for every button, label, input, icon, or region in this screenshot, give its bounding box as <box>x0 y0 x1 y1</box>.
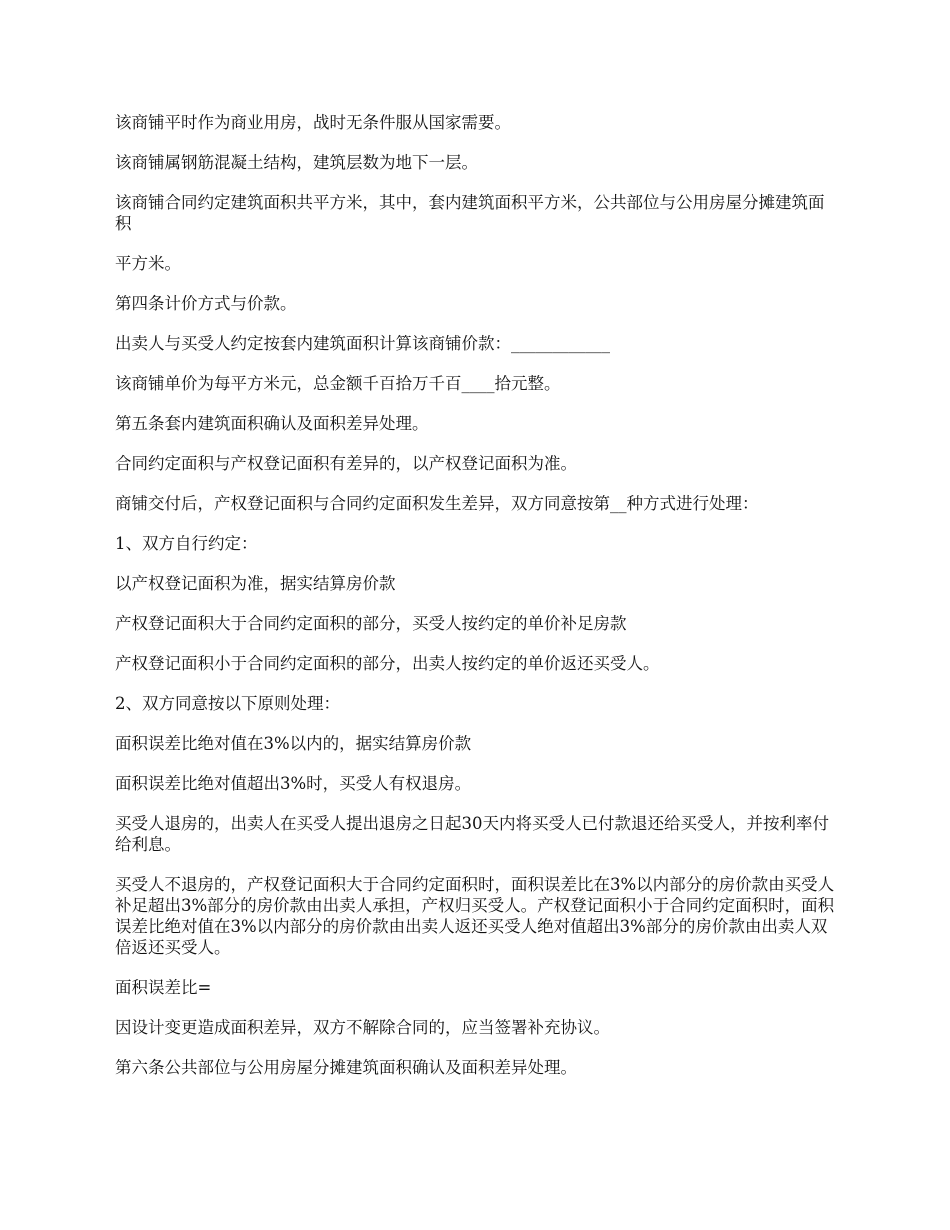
list-item-option-2: 2、双方同意按以下原则处理： <box>115 694 340 713</box>
paragraph-no-refund: 买受人不退房的，产权登记面积大于合同约定面积时，面积误差比在3%以内部分的房价款由买受人补足超出3%部分的房价款由出卖人承担，产权归买受人。产权登记面积小于合同约定面积时，面积误差比绝对值在3%以内部分的房价款由出卖人返还买受人绝对值超出3%部分的房价款由出卖人双倍返还买受人。 <box>115 875 835 957</box>
paragraph-error-ratio: 面积误差比= <box>115 978 212 997</box>
heading-article-6: 第六条公共部位与公用房屋分摊建筑面积确认及面积差异处理。 <box>115 1058 577 1077</box>
list-item-option-1: 1、双方自行约定： <box>115 534 258 553</box>
paragraph-area-unit: 平方米。 <box>115 254 181 273</box>
paragraph-within-3-percent: 面积误差比绝对值在3%以内的，据实结算房价款 <box>115 734 472 753</box>
paragraph-commercial-use: 该商铺平时作为商业用房，战时无条件服从国家需要。 <box>115 113 511 132</box>
paragraph-over-3-percent: 面积误差比绝对值超出3%时，买受人有权退房。 <box>115 774 472 793</box>
paragraph-design-change: 因设计变更造成面积差异，双方不解除合同的，应当签署补充协议。 <box>115 1018 610 1037</box>
paragraph-area-difference-rule: 合同约定面积与产权登记面积有差异的，以产权登记面积为准。 <box>115 454 577 473</box>
paragraph-price-basis: 出卖人与买受人约定按套内建筑面积计算该商铺价款：____________ <box>115 334 610 353</box>
document-body <box>115 112 840 1097</box>
heading-article-5: 第五条套内建筑面积确认及面积差异处理。 <box>115 414 429 433</box>
paragraph-difference-handling: 商铺交付后，产权登记面积与合同约定面积发生差异，双方同意按第__种方式进行处理： <box>115 494 759 513</box>
paragraph-unit-price: 该商铺单价为每平方米元，总金额千百拾万千百____拾元整。 <box>115 374 561 393</box>
paragraph-area-larger: 产权登记面积大于合同约定面积的部分，买受人按约定的单价补足房款 <box>115 614 627 633</box>
heading-article-4: 第四条计价方式与价款。 <box>115 294 297 313</box>
paragraph-area-agreement: 该商铺合同约定建筑面积共平方米，其中，套内建筑面积平方米，公共部位与公用房屋分摊建筑面积 <box>115 193 825 233</box>
paragraph-settle-by-registered-area: 以产权登记面积为准，据实结算房价款 <box>115 574 396 593</box>
paragraph-refund: 买受人退房的，出卖人在买受人提出退房之日起30天内将买受人已付款退还给买受人，并按利率付给利息。 <box>115 814 829 854</box>
paragraph-area-smaller: 产权登记面积小于合同约定面积的部分，出卖人按约定的单价返还买受人。 <box>115 654 660 673</box>
paragraph-structure: 该商铺属钢筋混凝土结构，建筑层数为地下一层。 <box>115 153 478 172</box>
